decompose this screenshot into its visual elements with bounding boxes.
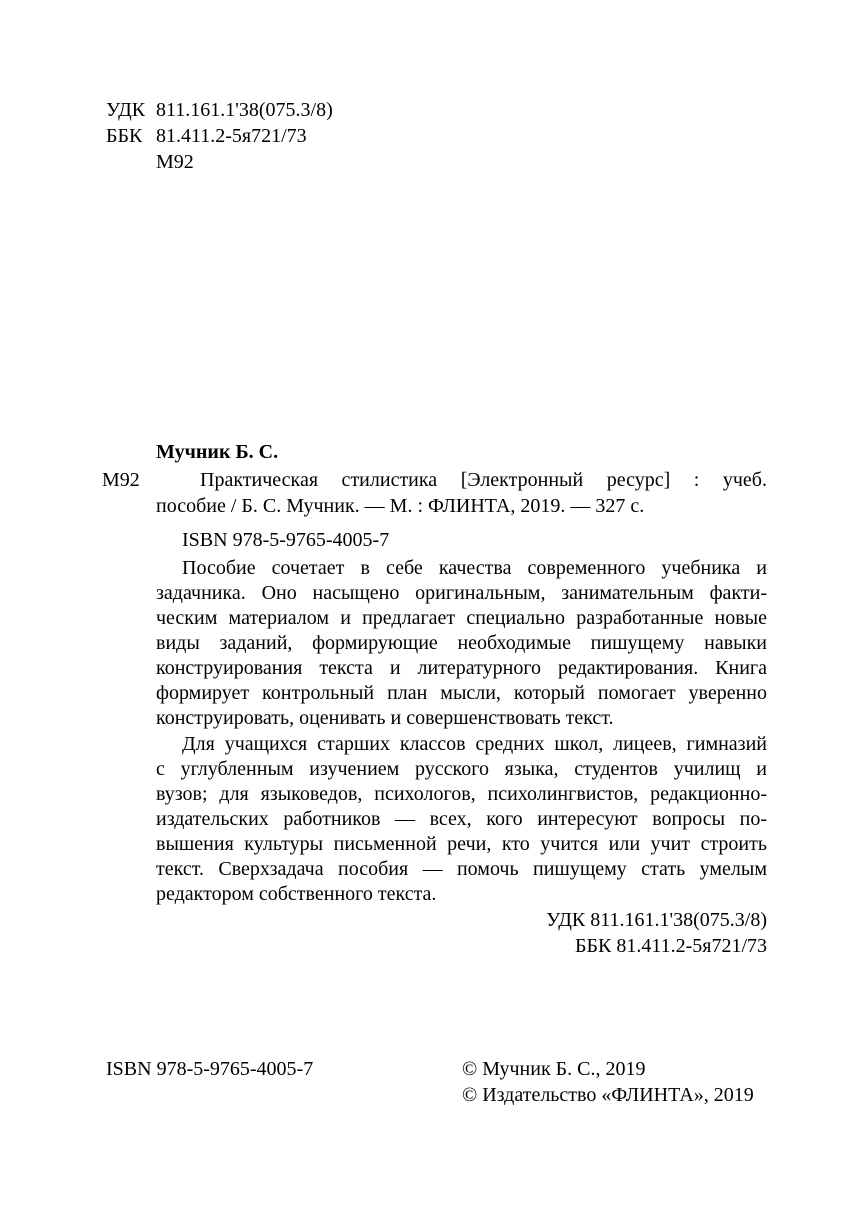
abstract-2-line: вышения культуры письменной речи, кто учится или учит строить (156, 833, 767, 855)
abstract-1-line: Пособие сочетает в себе качества современного учебника и (182, 557, 767, 579)
isbn-footer: ISBN 978-5-9765-4005-7 (106, 1058, 314, 1080)
abstract-2-line: редактором собственного текста. (156, 883, 437, 905)
udk-label: УДК (106, 99, 146, 121)
abstract-2-line: вузов; для языковедов, психологов, психолингвистов, редакционно- (156, 783, 767, 805)
abstract-1-line: ческим материалом и предлагает специально разработанные новые (156, 607, 767, 629)
author-name: Мучник Б. С. (156, 441, 279, 463)
abstract-2-line: с углубленным изучением русского языка, студентов училищ и (156, 758, 767, 780)
isbn-card: ISBN 978-5-9765-4005-7 (182, 529, 390, 551)
bbk-label: ББК (106, 125, 143, 147)
author-mark-card: М92 (102, 469, 140, 491)
abstract-2-line: Для учащихся старших классов средних школ, лицеев, гимназий (182, 733, 767, 755)
udk-value: 811.161.1'38(075.3/8) (156, 99, 333, 121)
abstract-1-line: формирует контрольный план мысли, который помогает уверенно (156, 682, 767, 704)
title-line-1: Практическая стилистика [Электронный ресурс] : учеб. (200, 469, 767, 491)
abstract-2-line: текст. Сверхзадача пособия — помочь пишущему стать умелым (156, 858, 767, 880)
bbk-code-top (106, 123, 307, 149)
abstract-1-line: виды заданий, формирующие необходимые пишущему навыки (156, 632, 767, 654)
abstract-1-line: задачника. Оно насыщено оригинальным, занимательным факти- (156, 582, 767, 604)
copyright-publisher: © Издательство «ФЛИНТА», 2019 (462, 1084, 754, 1106)
bbk-value: 81.411.2-5я721/73 (156, 125, 307, 147)
udk-code-top (106, 97, 333, 123)
abstract-2-line: издательских работников — всех, кого интересуют вопросы по- (156, 808, 767, 830)
abstract-1-line: конструирования текста и литературного редактирования. Книга (156, 657, 767, 679)
copyright-author: © Мучник Б. С., 2019 (462, 1058, 646, 1080)
udk-code-card: УДК 811.161.1'38(075.3/8) (546, 909, 767, 931)
bbk-code-card: ББК 81.411.2-5я721/73 (575, 935, 767, 957)
abstract-1-line: конструировать, оценивать и совершенствовать текст. (156, 707, 614, 729)
title-line-2: пособие / Б. С. Мучник. — М. : ФЛИНТА, 2019. — 327 с. (156, 495, 645, 517)
author-mark-top: М92 (156, 151, 194, 173)
